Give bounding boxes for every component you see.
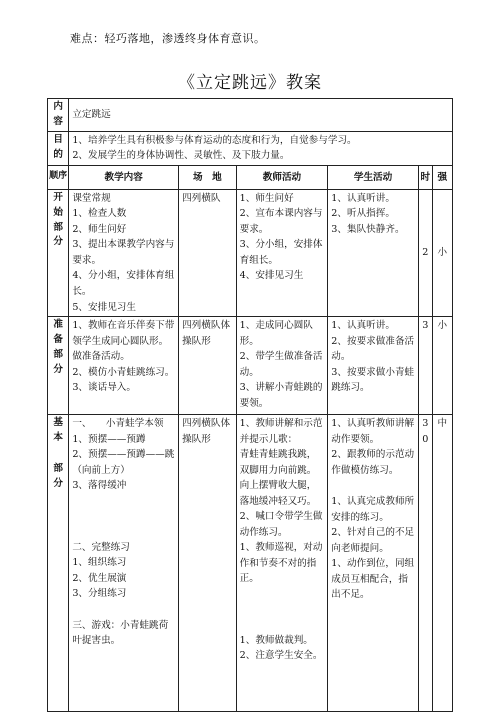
basic-teacher: 1、教师讲解和示范并提示儿歌： 青蛙青蛙跳我跳，双脚用力向前跳。向上摆臂收大腿，落地缓冲轻又巧。 2、喊口令带学生做动作练习。 1、教师巡视，对动作和节奏不对的指正。 1、教师做裁判。 2、注意学生安全。: [236, 415, 328, 712]
basic-content: 一、 小青蛙学本领 1、预摆——预蹲 2、预摆——预蹲——跳 （向前上方） 3、落得缓冲 二、完整练习 1、组织练习 2、优生展演 3、分组练习 三、游戏：小青蛙跳荷叶捉害虫。: [69, 415, 179, 712]
prep-teacher: 1、走成同心圆队形。 2、带学生做准备活动。 3、讲解小青蛙跳的要领。: [236, 317, 328, 415]
goal-line: 2、发展学生的身体协调性、灵敏性、及下肢力量。: [72, 150, 290, 162]
start-section-row: [48, 189, 453, 316]
start-section-label: 开 始 部 分: [48, 189, 69, 316]
basic-venue: 四列横队体操队形: [179, 415, 237, 712]
start-venue: 四列横队: [179, 189, 237, 316]
difficulty-note: 难点：轻巧落地，渗透终身体育意识。: [70, 32, 266, 45]
prep-section-label: 准 备 部 分: [48, 317, 69, 415]
lesson-plan-table: [47, 98, 453, 712]
basic-intensity: 中: [432, 415, 452, 712]
basic-time: 3 0: [418, 415, 432, 712]
goal-row: [48, 131, 453, 165]
lesson-plan-title: 《立定跳远》教案: [178, 73, 322, 93]
prep-intensity: 小: [432, 317, 452, 415]
header-teacher: 教师活动: [236, 165, 328, 189]
header-student: 学生活动: [328, 165, 419, 189]
header-intensity: 强: [432, 165, 452, 189]
prep-time: 3: [418, 317, 432, 415]
header-venue: 场 地: [179, 165, 237, 189]
content-label: 内 容: [48, 99, 69, 132]
header-content: 教学内容: [69, 165, 179, 189]
content-row: [48, 99, 453, 132]
basic-student: 1、认真听教师讲解动作要领。 2、跟教师的示范动作做模仿练习。 1、认真完成教师所安排的练习。 2、针对自己的不足向老师提问。 1、动作到位，同组成员互相配合，指出不足。: [328, 415, 419, 712]
start-content: 课堂常规 1、检查人数 2、师生问好 3、提出本课教学内容与要求。 4、分小组，安排体育组长。 5、安排见习生: [69, 189, 179, 316]
goal-value: [69, 131, 453, 165]
goal-line: 1、培养学生具有积极参与体育运动的态度和行为，自觉参与学习。: [72, 134, 357, 146]
prep-section-row: [48, 317, 453, 415]
prep-venue: 四列横队体操队形: [179, 317, 237, 415]
basic-section-row: [48, 415, 453, 712]
start-intensity: 小: [432, 189, 452, 316]
header-time: 时: [418, 165, 432, 189]
basic-section-label: 基 本 部 分: [48, 415, 69, 712]
start-student: 1、认真听讲。 2、听从指挥。 3、集队快静齐。: [328, 189, 419, 316]
goal-label: 目 的: [48, 131, 69, 165]
header-row: [48, 165, 453, 189]
header-order: 顺序: [48, 165, 69, 189]
content-value: 立定跳远: [69, 99, 453, 132]
start-time: 2: [418, 189, 432, 316]
prep-content: 1、教师在音乐伴奏下带领学生成同心圆队形。做准备活动。 2、模仿小青蛙跳练习。 3、谈话导入。: [69, 317, 179, 415]
prep-student: 1、认真听讲。 2、按要求做准备活动。 3、按要求做小青蛙跳练习。: [328, 317, 419, 415]
start-teacher: 1、师生问好 2、宣布本课内容与要求。 3、分小组，安排体育组长。 4、安排见习生: [236, 189, 328, 316]
